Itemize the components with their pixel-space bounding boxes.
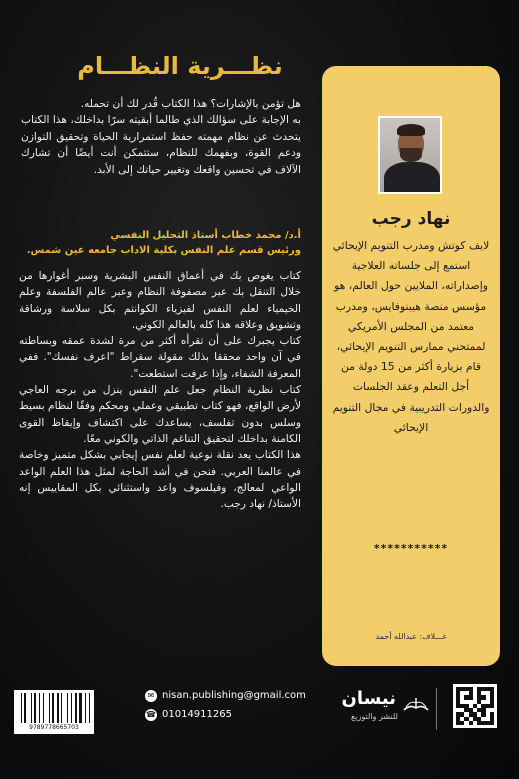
stars-divider: *********** — [373, 542, 449, 555]
description-paragraph: كتاب نظرية النظام جعل علم النفس ينزل من برجه العاجي لأرض الواقع، فهو كتاب تطبيقي وعملي ومحكم وفقًا لنظام بسيط وسلس بدون تفلسف، يساعدك على اكتشاف وإيقاظ القوى الكامنة بداخلك لتحقيق التناغم الذاتي والكوني معًا. — [19, 384, 301, 445]
endorsement-line: أ.د/ محمد خطاب أستاذ التحليل النفسي — [110, 230, 301, 241]
intro-paragraph: هل تؤمن بالإشارات؟ هذا الكتاب قُدر لك أن تحمله. — [80, 98, 301, 110]
publisher-name: نيسان — [341, 688, 396, 709]
phone-text: 01014911265 — [162, 709, 232, 720]
author-name: نهاد رجب — [371, 209, 451, 229]
email-row — [145, 686, 306, 705]
description-text — [19, 268, 301, 512]
endorsement-line: ورئيس قسم علم النفس بكلية الاداب جامعه عين شمس. — [26, 245, 301, 256]
publisher-logo — [307, 688, 437, 730]
author-panel — [322, 66, 500, 666]
description-paragraph: هذا الكتاب يعد نقلة نوعية لعلم نفس إيجابي بشكل متميز وخاصة في عالمنا العربي. فنحن في أشد الحاجة لمثل هذا العلم الواعد الواعي لمعالج، وفيلسوف واعد واستثنائي بكل المقاييس إنه الأستاذ/ نهاد رجب. — [19, 449, 301, 511]
isbn-number: 9789778665703 — [29, 724, 79, 731]
mail-icon: ✉ — [145, 690, 157, 702]
intro-text — [21, 96, 301, 178]
email-text: nisan.publishing@gmail.com — [162, 690, 306, 701]
publisher-subtitle: للنشر والتوزيع — [350, 712, 398, 721]
isbn-barcode — [14, 690, 94, 734]
footer — [14, 684, 505, 740]
description-paragraph: كتاب يجبرك على أن تقرأه أكثر من مرة لشدة عمقه وبساطته في آن واحد محققا بذلك مقولة سقراط "اعرف نفسك". ففي المعرفة الشفاء، وإذا عرفت استطعت". — [19, 335, 301, 380]
description-paragraph: كتاب يغوص بك في أعماق النفس البشرية وسبر أغوارها من خلال التنقل بك عبر مصفوفة النظام وعبر عالم الفلسفة وعلم الخيمياء لعلم النفس لفيزياء الكوانتم بكل سلاسة ورشاقة وتشويق وعلاقه هذا كله بالعالم الكوني. — [19, 270, 301, 331]
contact-info — [145, 686, 306, 724]
cover-credit: غـــلاف: عبدالله أحمد — [375, 632, 447, 641]
qr-code — [453, 684, 497, 728]
book-title: نظـــرية النظـــام — [77, 52, 283, 80]
author-bio: لايف كوتش ومدرب التنويم الإيحائي استمع إلى جلساته العلاجية وإصداراته، الملايين حول العالم، هو مؤسس منصة هيبنوفايس، ومدرب معتمد من المجلس الأمريكي لممتحني ممارس التنويم الإيحائي، قام بزيارة أكثر من 15 دولة من أجل التعلم وعقد الجلسات والدورات التدريبية في مجال التنويم الإيحائي — [332, 239, 490, 434]
phone-row — [145, 705, 295, 724]
book-logo-icon — [402, 694, 430, 714]
phone-icon: ☎ — [146, 709, 156, 719]
endorsement — [21, 228, 301, 258]
intro-paragraph: به الإجابة على سؤالك الذي طالما أبقيته سرًا بداخلك، هذا الكتاب يتحدث عن نظام مهمته حفظ استمرارية الحياة وتحقيق التوازن ودعم القوة، وبفهمك للنظام، ستتمكن أنت أيضًا أن تشارك الآلاف في تحسين واقعك وتغيير حياتك إلى الأبد. — [21, 114, 301, 176]
author-photo — [378, 116, 442, 194]
